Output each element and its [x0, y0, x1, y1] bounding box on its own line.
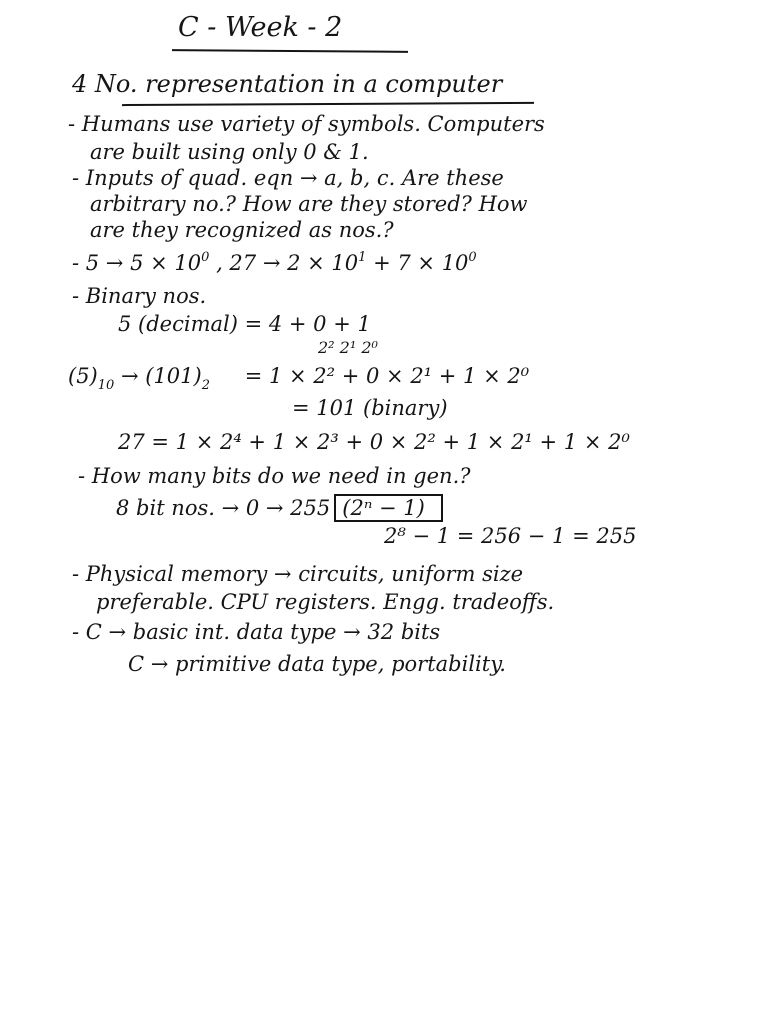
note-line-13: - How many bits do we need in gen.?: [78, 464, 471, 488]
note-line-7: - Binary nos.: [72, 284, 207, 308]
note-line-11: = 101 (binary): [292, 396, 448, 420]
note-line-6: [72, 250, 477, 275]
exponent: 0: [201, 250, 210, 265]
note-line-2: are built using only 0 & 1.: [90, 140, 369, 164]
note-line-17: preferable. CPU registers. Engg. tradeoffs.: [96, 590, 555, 614]
note-line-12: 27 = 1 × 2⁴ + 1 × 2³ + 0 × 2² + 1 × 2¹ + 1 × 2⁰: [118, 430, 630, 454]
decimal-example-5: - 5 → 5 × 10: [72, 251, 202, 275]
note-line-9: 2² 2¹ 2⁰: [318, 338, 378, 357]
decimal-example-27-part: + 7 × 10: [373, 251, 469, 275]
note-line-10: [68, 364, 529, 393]
title-underline: [172, 49, 408, 53]
note-line-18: - C → basic int. data type → 32 bits: [72, 620, 441, 644]
binary-expansion: = 1 × 2² + 0 × 2¹ + 1 × 2⁰: [244, 364, 530, 388]
exponent: 1: [358, 250, 367, 265]
note-line-8: 5 (decimal) = 4 + 0 + 1: [118, 312, 371, 336]
note-line-14: [116, 494, 443, 522]
formula-box: (2ⁿ − 1): [334, 494, 443, 522]
note-line-4: arbitrary no.? How are they stored? How: [90, 192, 528, 216]
exponent: 0: [468, 250, 477, 265]
note-line-19: C → primitive data type, portability.: [128, 652, 506, 676]
decimal-five: (5): [68, 364, 98, 388]
binary-101: → (101): [120, 364, 202, 388]
note-line-15: 2⁸ − 1 = 256 − 1 = 255: [384, 524, 637, 548]
note-line-5: are they recognized as nos.?: [90, 218, 394, 242]
base-subscript: 10: [97, 378, 115, 393]
note-line-3: - Inputs of quad. eqn → a, b, c. Are these: [72, 166, 504, 190]
section-underline: [122, 102, 534, 106]
note-line-1: - Humans use variety of symbols. Computers: [68, 112, 545, 136]
bit-range: 8 bit nos. → 0 → 255: [116, 496, 331, 520]
page-title: C - Week - 2: [178, 12, 343, 43]
section-heading: 4 No. representation in a computer: [72, 70, 503, 98]
decimal-example-27: , 27 → 2 × 10: [216, 251, 359, 275]
base-subscript: 2: [201, 378, 211, 393]
note-line-16: - Physical memory → circuits, uniform size: [72, 562, 524, 586]
